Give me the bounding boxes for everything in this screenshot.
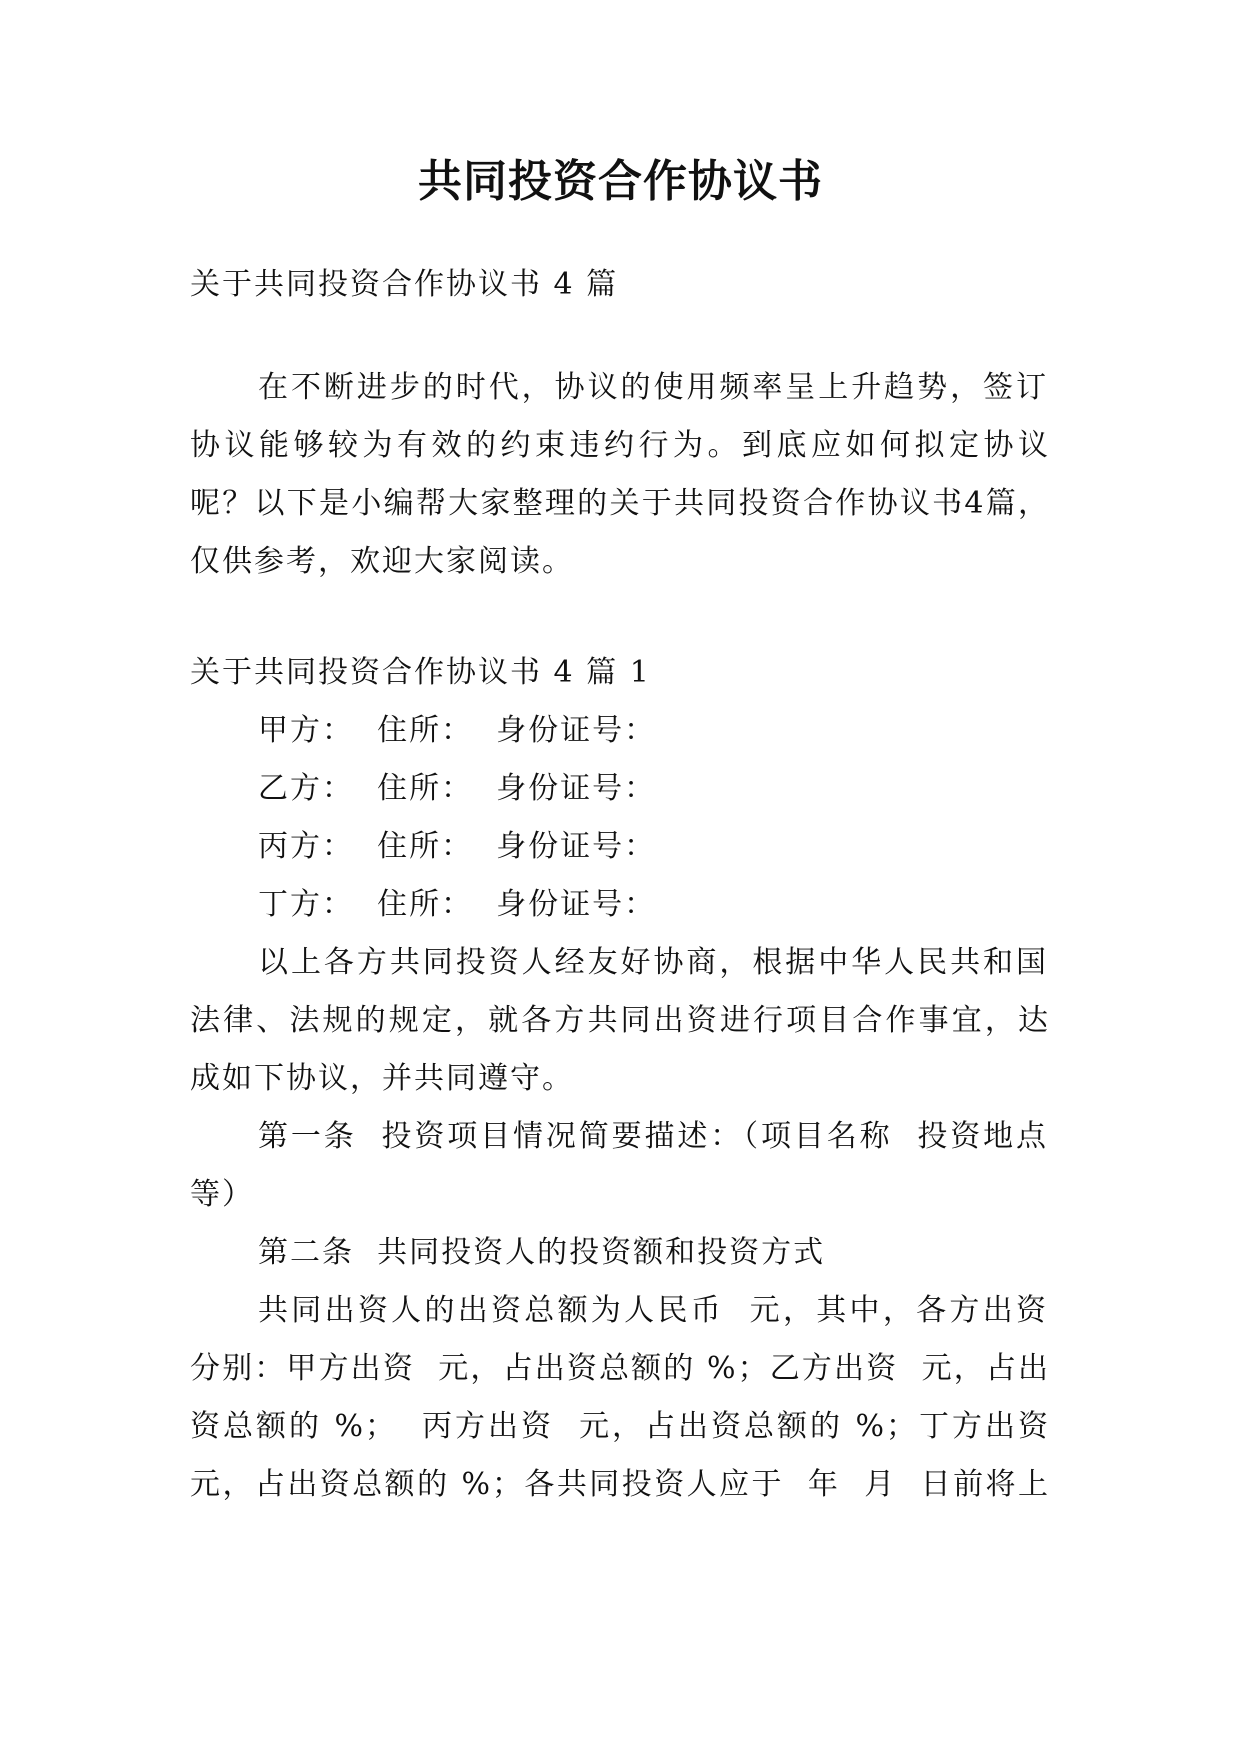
section-heading: 关于共同投资合作协议书 4 篇 1 [190,655,651,690]
intro-line: 仅供参考，欢迎大家阅读。 [190,544,574,579]
article-2-heading: 第二条 共同投资人的投资额和投资方式 [258,1235,826,1270]
party-line: 甲方： 住所： 身份证号： [258,713,657,748]
article-2-line: 元，占出资总额的 %；各共同投资人应于 年 月 日前将上 [190,1467,1050,1502]
intro-line: 在不断进步的时代，协议的使用频率呈上升趋势，签订 [258,370,1048,405]
article-1-line: 等） [190,1177,254,1212]
preamble-line: 法律、法规的规定，就各方共同出资进行项目合作事宜，达 [190,1003,1050,1038]
article-1-line: 第一条 投资项目情况简要描述：（项目名称 投资地点 [258,1119,1048,1154]
intro-line: 协议能够较为有效的约束违约行为。到底应如何拟定协议 [190,428,1050,463]
party-line: 乙方： 住所： 身份证号： [258,771,657,806]
party-line: 丙方： 住所： 身份证号： [258,829,657,864]
article-2-line: 共同出资人的出资总额为人民币 元，其中，各方出资 [258,1293,1048,1328]
party-line: 丁方： 住所： 身份证号： [258,887,657,922]
intro-line: 呢？以下是小编帮大家整理的关于共同投资合作协议书4篇， [190,486,1050,521]
document-title: 共同投资合作协议书 [418,156,823,207]
document-subtitle: 关于共同投资合作协议书 4 篇 [190,267,619,302]
article-2-line: 分别：甲方出资 元，占出资总额的 %；乙方出资 元，占出 [190,1351,1050,1386]
preamble-line: 以上各方共同投资人经友好协商，根据中华人民共和国 [258,945,1048,980]
article-2-line: 资总额的 %； 丙方出资 元，占出资总额的 %；丁方出资 [190,1409,1050,1444]
preamble-line: 成如下协议，并共同遵守。 [190,1061,574,1096]
